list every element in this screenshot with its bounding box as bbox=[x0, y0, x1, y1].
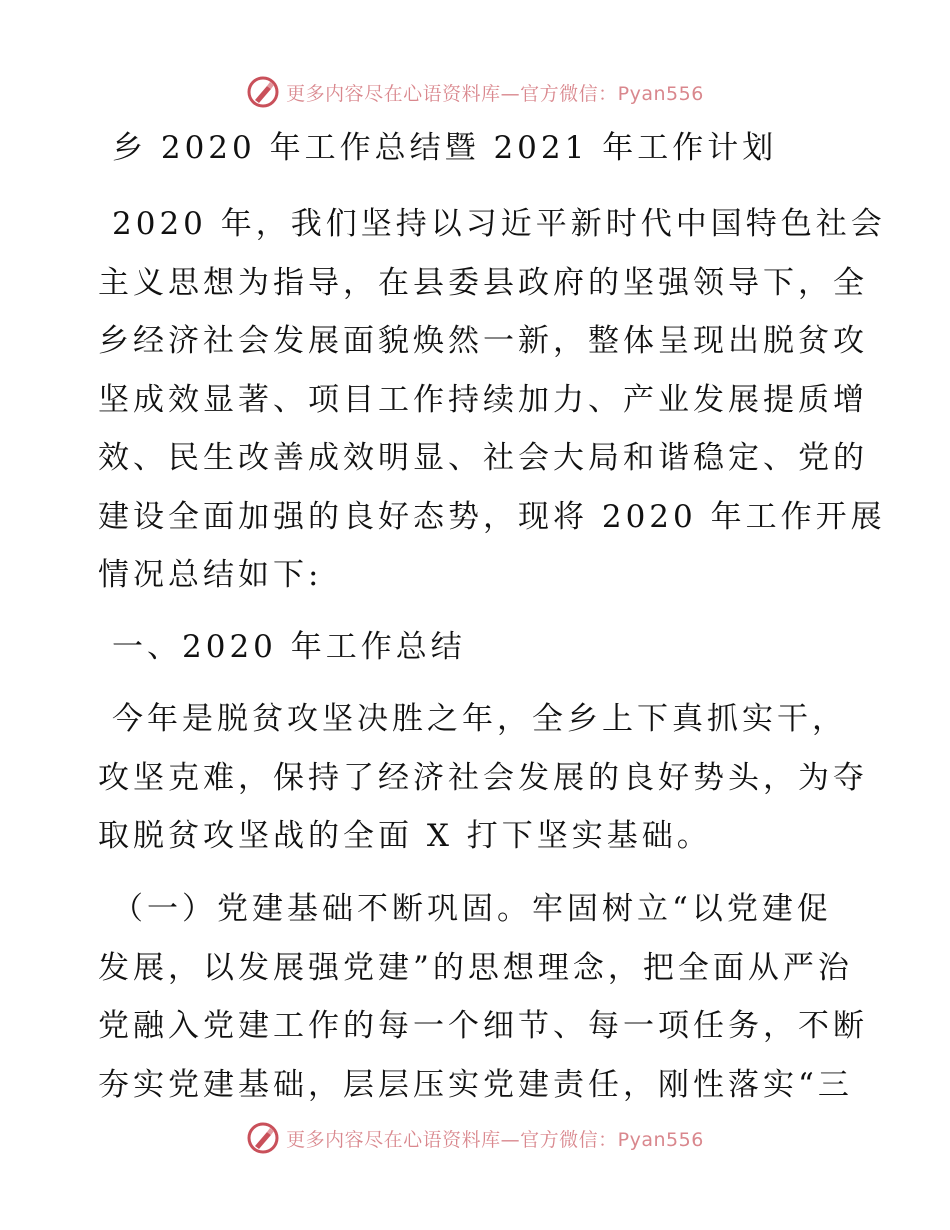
text-line: 夯实党建基础，层层压实党建责任，刚性落实“三 bbox=[98, 1066, 853, 1103]
section-paragraph bbox=[98, 690, 868, 866]
text-line: 主义思想为指导，在县委县政府的坚强领导下，全 bbox=[98, 264, 868, 301]
text-line: 发展，以发展强党建”的思想理念，把全面从严治 bbox=[98, 949, 853, 986]
text-line: 坚成效显著、项目工作持续加力、产业发展提质增 bbox=[98, 381, 868, 418]
text-line: 取脱贫攻坚战的全面 X 打下坚实基础。 bbox=[98, 818, 712, 854]
text-line: （一）党建基础不断巩固。牢固树立“以党建促 bbox=[112, 891, 832, 927]
pen-logo-icon bbox=[246, 75, 280, 109]
intro-paragraph bbox=[98, 195, 886, 605]
text-line: 情况总结如下: bbox=[98, 557, 323, 593]
pen-logo-icon bbox=[246, 1121, 280, 1155]
subsection-paragraph bbox=[98, 880, 868, 1114]
text-line: 效、民生改善成效明显、社会大局和谐稳定、党的 bbox=[98, 440, 868, 476]
header-watermark bbox=[0, 72, 950, 112]
document-title: 乡 2020 年工作总结暨 2021 年工作计划 bbox=[112, 130, 778, 166]
text-line: 今年是脱贫攻坚决胜之年，全乡上下真抓实干， bbox=[112, 701, 847, 737]
watermark-text: 更多内容尽在心语资料库—官方微信：Pyan556 bbox=[286, 1128, 704, 1151]
footer-watermark bbox=[0, 1118, 950, 1158]
section-heading bbox=[98, 618, 858, 677]
text-line: 党融入党建工作的每一个细节、每一项任务，不断 bbox=[98, 1008, 868, 1044]
text-line: 建设全面加强的良好态势，现将 2020 年工作开展 bbox=[98, 498, 886, 535]
watermark-text: 更多内容尽在心语资料库—官方微信：Pyan556 bbox=[286, 82, 704, 105]
text-line: 2020 年，我们坚持以习近平新时代中国特色社会 bbox=[112, 206, 886, 242]
text-line: 攻坚克难，保持了经济社会发展的良好势头，为夺 bbox=[98, 759, 868, 796]
section-heading-text: 一、2020 年工作总结 bbox=[112, 629, 466, 665]
text-line: 乡经济社会发展面貌焕然一新，整体呈现出脱贫攻 bbox=[98, 323, 868, 359]
